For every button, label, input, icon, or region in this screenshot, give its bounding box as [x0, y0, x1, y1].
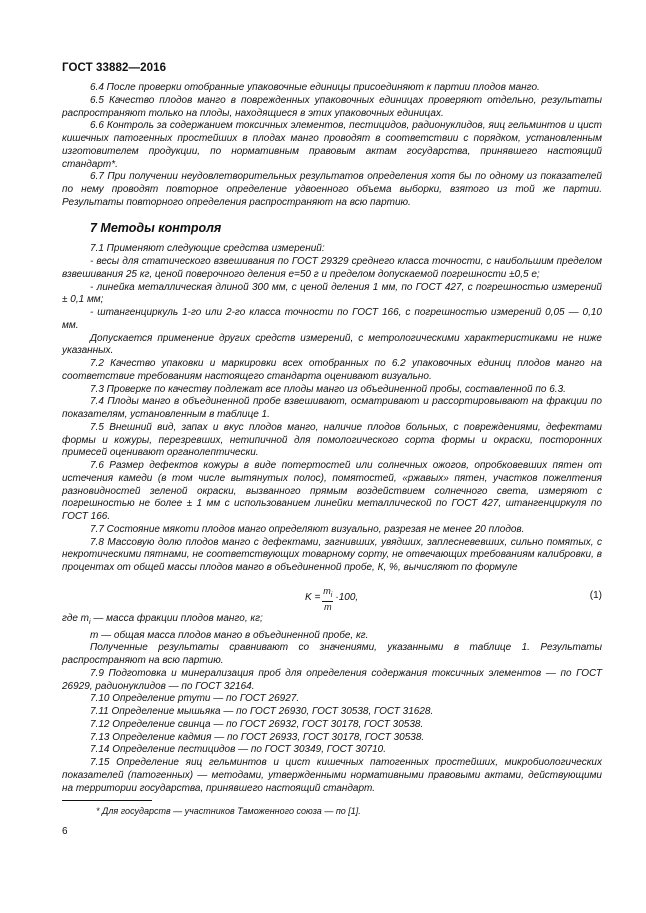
- paragraph-7-15: 7.15 Определение яиц гельминтов и цист кишечных патогенных простейших, микробиологических показателей (патогенных) — методами, утвержденными нормативными правовыми актами, действующими на территории государства, принявшего настоящий стандарт.: [62, 757, 602, 794]
- list-item-caliper: - штангенциркуль 1-го или 2-го класса точности по ГОСТ 166, с погрешностью измерений 0,05 — 0,10 мм.: [62, 307, 602, 331]
- paragraph-6-4: 6.4 После проверки отобранные упаковочные единицы присоединяют к партии плодов манго.: [90, 82, 540, 93]
- footnote-divider: [62, 800, 152, 801]
- numerator-symbol: m: [323, 585, 331, 596]
- page-number: 6: [62, 826, 68, 837]
- paragraph-7-4: 7.4 Плоды манго в объединенной пробе взвешивают, осматривают и рассортировывают на фракции по показателям, установленным в таблице 1.: [62, 396, 602, 420]
- paragraph-7-3: 7.3 Проверке по качеству подлежат все плоды манго из объединенной пробы, составленной по 6.3.: [90, 383, 566, 395]
- formula-lhs: K =: [305, 592, 321, 604]
- paragraph-7-5: 7.5 Внешний вид, запах и вкус плодов манго, наличие плодов больных, с повреждениями, дефектами формы и кожуры, перезревших, нетипичной для помологического сорта формы и окраски, посторонних примесей оценивают органолептически.: [62, 421, 602, 459]
- paragraph-results: Полученные результаты сравнивают со значениями, указанными в таблице 1. Результаты распространяют на всю партию.: [62, 642, 602, 666]
- formula-1: [62, 581, 602, 611]
- paragraph-7-6: 7.6 Размер дефектов кожуры в виде потертостей или солнечных ожогов, опробковевших пятен от истечения камеди (в том числе вытянутых полос), помятостей, «ржавых» пятен, участков пожелтения разновидностей зеленой окраски, вызванного прямым воздействием солнечного света, измеряют с погрешностью не более ± 1 мм с использованием линейки металлической по ГОСТ 427, штангенциркуля по ГОСТ 166.: [62, 460, 602, 522]
- where-symbol: m: [90, 629, 99, 641]
- paragraph-6-7: 6.7 При получении неудовлетворительных результатов определения хотя бы по одному из показателей по нему проводят повторное определение удвоенного объема выборки, взятого из той же партии. Результаты повторного определения распространяют на всю партию.: [62, 171, 602, 208]
- where-symbol: где m: [62, 612, 90, 624]
- page-header: ГОСТ 33882—2016: [62, 62, 167, 74]
- paragraph-7-11: 7.11 Определение мышьяка — по ГОСТ 26930, ГОСТ 30538, ГОСТ 31628.: [90, 706, 434, 717]
- paragraph-7-7: 7.7 Состояние мякоти плодов манго определяют визуально, разрезая не менее 20 плодов.: [90, 523, 525, 535]
- paragraph-7-12: 7.12 Определение свинца — по ГОСТ 26932, ГОСТ 30178, ГОСТ 30538.: [90, 718, 424, 730]
- formula-rhs: ·100,: [335, 592, 359, 604]
- section-title: 7 Методы контроля: [90, 220, 222, 235]
- document-body: [62, 82, 602, 795]
- list-item-ruler: - линейка металлическая длиной 300 мм, с ценой деления 1 мм, по ГОСТ 427, с погрешностью измерений ± 0,1 мм;: [62, 281, 602, 306]
- numerator-subscript: i: [330, 591, 333, 599]
- paragraph-allowance: Допускается применение других средств измерений, с метрологическими характеристиками не ниже указанных.: [62, 332, 602, 357]
- paragraph-7-9: 7.9 Подготовка и минерализация проб для определения содержания токсичных элементов — по ГОСТ 26929, радионуклидов — по ГОСТ 32164.: [62, 667, 602, 692]
- formula-fraction: [322, 586, 333, 612]
- paragraph-7-13: 7.13 Определение кадмия — по ГОСТ 26933, ГОСТ 30178, ГОСТ 30538.: [90, 731, 425, 743]
- where-line-mi: [62, 613, 602, 630]
- paragraph-7-1: 7.1 Применяют следующие средства измерений:: [90, 243, 325, 255]
- paragraph-7-14: 7.14 Определение пестицидов — по ГОСТ 30349, ГОСТ 30710.: [90, 744, 387, 756]
- where-definition: — общая масса плодов манго в объединенной пробе, кг.: [98, 629, 369, 641]
- formula-number: (1): [589, 589, 602, 601]
- footnote: * Для государств — участников Таможенного союза — по [1].: [96, 806, 361, 816]
- where-line-m: [62, 630, 602, 643]
- paragraph-6-5: 6.5 Качество плодов манго в поврежденных упаковочных единицах проверяют отдельно, результаты распространяют только на плоды, находящиеся в этих упаковочных единицах.: [62, 94, 602, 119]
- formula-expression: [305, 586, 358, 612]
- paragraph-7-2: 7.2 Качество упаковки и маркировки всех отобранных по 6.2 упаковочных единиц плодов манго на соответствие требованиям настоящего стандарта оценивают визуально.: [62, 358, 602, 382]
- paragraph-7-8: 7.8 Массовую долю плодов манго с дефектами, загнивших, увядших, заплесневевших, сильно помятых, с некротическими пятнами, не соответствующих товарному сорту, не отвечающих требованиям калибровки, в процентах от общей массы плодов манго в объединенной пробе, К, %, вычисляют по формуле: [62, 536, 602, 573]
- paragraph-7-10: 7.10 Определение ртути — по ГОСТ 26927.: [90, 693, 300, 705]
- where-subscript: i: [89, 618, 91, 626]
- paragraph-6-6: 6.6 Контроль за содержанием токсичных элементов, пестицидов, радионуклидов, яиц гельминтов и цист кишечных патогенных простейших в плодах манго проводят в соответствии с порядком, установленным изготовителем продукции, по нормативным правовым актам государства, принявшего настоящий стандарт*.: [62, 120, 602, 170]
- formula-numerator: [322, 586, 333, 602]
- formula-denominator: m: [324, 601, 332, 612]
- list-item-scales: - весы для статического взвешивания по ГОСТ 29329 среднего класса точности, с наибольшим пределом взвешивания 25 кг, ценой поверочного деления е=50 г и пределом допускаемой погрешности ±0,5 е;: [62, 256, 602, 280]
- where-definition: — масса фракции плодов манго, кг;: [90, 612, 263, 624]
